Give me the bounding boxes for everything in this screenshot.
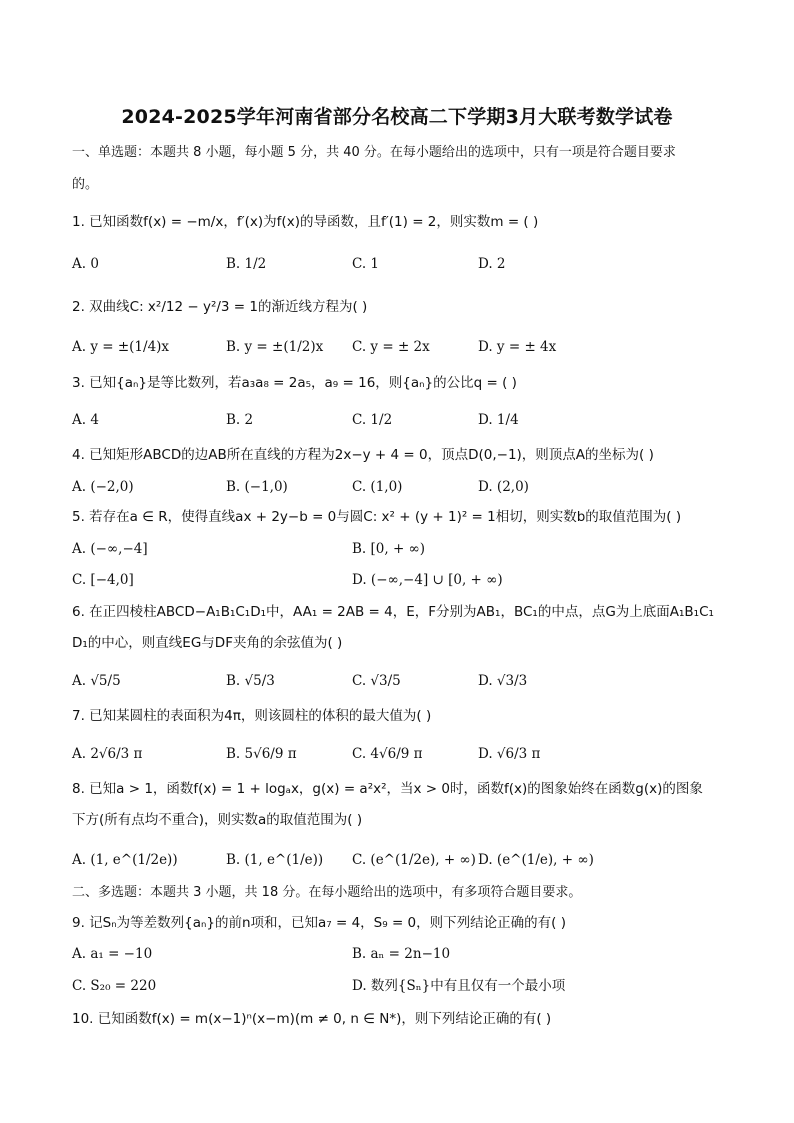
section-heading-multi-choice: 二、多选题：本题共 3 小题，共 18 分。在每小题给出的选项中，有多项符合题目要求。 [72,885,582,900]
q1-option-b: B. 1/2 [226,256,267,272]
q3-option-b: B. 2 [226,412,254,428]
question-9: 9. 记Sₙ为等差数列{aₙ}的前n项和，已知a₇ = 4，S₉ = 0，则下列结论正确的有( ) [72,915,566,931]
q4-option-d: D. (2,0) [478,479,529,495]
section-heading-single-choice-cont: 的。 [72,177,99,192]
q9-option-c: C. S₂₀ = 220 [72,978,157,994]
question-6-cont: D₁的中心，则直线EG与DF夹角的余弦值为( ) [72,635,343,651]
q9-option-a: A. a₁ = −10 [72,946,153,962]
q6-option-b: B. √5/3 [226,673,275,689]
section-heading-single-choice: 一、单选题：本题共 8 小题，每小题 5 分，共 40 分。在每小题给出的选项中，只有一项是符合题目要求 [72,145,676,160]
question-4: 4. 已知矩形ABCD的边AB所在直线的方程为2x−y + 4 = 0，顶点D(0,−1)，则顶点A的坐标为( ) [72,447,654,463]
q2-option-c: C. y = ± 2x [352,339,430,355]
q1-option-d: D. 2 [478,256,506,272]
question-2: 2. 双曲线C: x²/12 − y²/3 = 1的渐近线方程为( ) [72,299,368,315]
question-8: 8. 已知a > 1，函数f(x) = 1 + logₐx，g(x) = a²x²，当x > 0时，函数f(x)的图象始终在函数g(x)的图象 [72,781,703,797]
q7-option-b: B. 5√6/9 π [226,746,297,762]
page-title: 2024-2025学年河南省部分名校高二下学期3月大联考数学试卷 [121,106,673,128]
q3-option-a: A. 4 [72,412,99,428]
q3-option-d: D. 1/4 [478,412,519,428]
q4-option-c: C. (1,0) [352,479,403,495]
q2-option-b: B. y = ±(1/2)x [226,339,324,355]
q6-option-c: C. √3/5 [352,673,401,689]
q5-option-d: D. (−∞,−4] ∪ [0, + ∞) [352,572,503,588]
question-8-cont: 下方(所有点均不重合)，则实数a的取值范围为( ) [72,812,363,828]
q3-option-c: C. 1/2 [352,412,393,428]
q2-option-d: D. y = ± 4x [478,339,557,355]
q5-option-a: A. (−∞,−4] [72,541,148,557]
q9-option-b: B. aₙ = 2n−10 [352,946,451,962]
question-1: 1. 已知函数f(x) = −m/x，f′(x)为f(x)的导函数，且f′(1) = 2，则实数m = ( ) [72,214,539,230]
q8-option-c: C. (e^(1/2e), + ∞) [352,852,476,868]
q2-option-a: A. y = ±(1/4)x [72,339,170,355]
q8-option-a: A. (1, e^(1/2e)) [72,852,178,868]
q1-option-a: A. 0 [72,256,99,272]
q6-option-d: D. √3/3 [478,673,528,689]
q8-option-d: D. (e^(1/e), + ∞) [478,852,594,868]
q4-option-a: A. (−2,0) [72,479,134,495]
question-7: 7. 已知某圆柱的表面积为4π，则该圆柱的体积的最大值为( ) [72,708,432,724]
question-10: 10. 已知函数f(x) = m(x−1)ⁿ(x−m)(m ≠ 0, n ∈ N*)，则下列结论正确的有( ) [72,1011,552,1027]
question-3: 3. 已知{aₙ}是等比数列，若a₃a₈ = 2a₅，a₉ = 16，则{aₙ}的公比q = ( ) [72,375,517,391]
q7-option-c: C. 4√6/9 π [352,746,423,762]
q7-option-a: A. 2√6/3 π [72,746,143,762]
q8-option-b: B. (1, e^(1/e)) [226,852,324,868]
q5-option-c: C. [−4,0] [72,572,134,588]
q5-option-b: B. [0, + ∞) [352,541,426,557]
q4-option-b: B. (−1,0) [226,479,288,495]
q1-option-c: C. 1 [352,256,380,272]
q7-option-d: D. √6/3 π [478,746,541,762]
question-6: 6. 在正四棱柱ABCD−A₁B₁C₁D₁中，AA₁ = 2AB = 4，E，F分别为AB₁，BC₁的中点，点G为上底面A₁B₁C₁ [72,604,714,620]
q6-option-a: A. √5/5 [72,673,121,689]
q9-option-d: D. 数列{Sₙ}中有且仅有一个最小项 [352,978,566,994]
question-5: 5. 若存在a ∈ R，使得直线ax + 2y−b = 0与圆C: x² + (y + 1)² = 1相切，则实数b的取值范围为( ) [72,509,682,525]
